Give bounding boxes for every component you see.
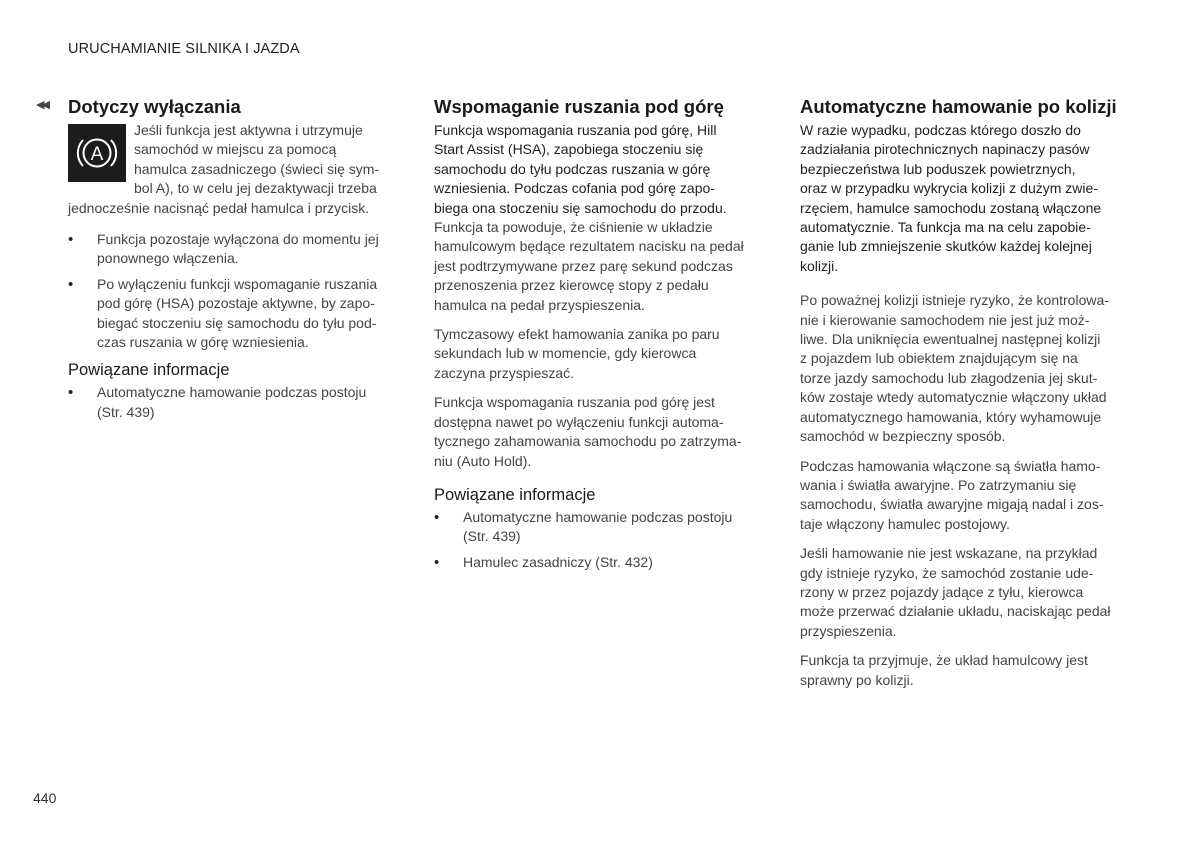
- related-link[interactable]: • Hamulec zasadniczy (Str. 432): [434, 553, 770, 572]
- body-paragraph: Funkcja ta powoduje, że ciśnienie w układzie hamulcowym będące rezultatem nacisku na pedał jest podtrzymywane przez parę sekund podczas przenoszenia przez kierowcę stopy z pedału hamulca na pedał przyspieszenia.: [434, 219, 744, 313]
- body-paragraph: Po poważnej kolizji istnieje ryzyko, że kontrolowa- nie i kierowanie samochodem nie jest już moż- liwe. Dla uniknięcia ewentualnej następnej kolizji z pojazdem lub obiektem znajdującym się na torze jazdy samochodu lub złagodzenia jej skut- ków zostaje wtedy automatycznie włączony układ automatycznego hamowania, który wyhamowuje samochód w bezpieczny sposób.: [800, 292, 1109, 445]
- body-paragraph: Podczas hamowania włączone są światła hamo- wania i światła awaryjne. Po zatrzymaniu się samochodu, światła awaryjne migają nadal i zos- taje włączony hamulec postojowy.: [800, 457, 1104, 532]
- related-info-title: Powiązane informacje: [434, 485, 596, 504]
- deactivation-text-end: jednocześnie nacisnąć pedał hamulca i przycisk.: [68, 199, 370, 216]
- related-info-title: Powiązane informacje: [68, 361, 230, 380]
- related-link[interactable]: • Automatyczne hamowanie podczas postoju (Str. 439): [434, 508, 770, 547]
- list-item: • Funkcja pozostaje wyłączona do momentu jej ponownego włączenia.: [68, 230, 400, 269]
- running-header: URUCHAMIANIE SILNIKA I JAZDA: [68, 41, 300, 57]
- bullet-list: [68, 230, 400, 352]
- deactivation-text: Jeśli funkcja jest aktywna i utrzymuje samochód w miejscu za pomocą hamulca zasadniczego (świeci się sym- bol A), to w celu jej dezaktywacji trzeba: [134, 122, 380, 197]
- lead-paragraph: W razie wypadku, podczas którego doszło do zadziałania pirotechnicznych napinaczy pasów bezpieczeństwa lub poduszek powietrznych, oraz w przypadku wykrycia kolizji z dużym zwie- rzęciem, hamulce samochodu zostaną włączone automatycznie. Ta funkcja ma na celu zapobie- ganie lub zmniejszenie skutków każdej kolejnej kolizji.: [800, 122, 1102, 274]
- body-paragraph: Tymczasowy efekt hamowania zanika po paru sekundach lub w momencie, gdy kierowca zaczyna przyspieszać.: [434, 326, 720, 381]
- section-title: Dotyczy wyłączania: [68, 96, 241, 117]
- lead-paragraph: Funkcja wspomagania ruszania pod górę, Hill Start Assist (HSA), zapobiega stoczeniu się samochodu do tyłu podczas ruszania w górę wzniesienia. Podczas cofania pod górę zapo- biega ona stoczeniu się samochodu do przodu.: [434, 122, 727, 216]
- body-paragraph: Jeśli hamowanie nie jest wskazane, na przykład gdy istnieje ryzyko, że samochód zostanie ude- rzony w przez pojazdy jadące z tyłu, kierowca może przerwać działanie układu, naciskając pedał przyspieszenia.: [800, 545, 1111, 639]
- double-left-triangle-icon[interactable]: ◀◀: [36, 99, 47, 111]
- column-post-collision-braking: [800, 96, 1134, 690]
- column-deactivation: [68, 96, 400, 428]
- related-links: [68, 383, 400, 422]
- page-number: 440: [33, 790, 57, 806]
- section-title: Wspomaganie ruszania pod górę: [434, 96, 724, 117]
- list-item: • Po wyłączeniu funkcji wspomaganie ruszania pod górę (HSA) pozostaje aktywne, by zapo- biegać stoczeniu się samochodu do tyłu pod- czas ruszania w górę wzniesienia.: [68, 275, 400, 353]
- body-paragraph: Funkcja ta przyjmuje, że układ hamulcowy jest sprawny po kolizji.: [800, 652, 1088, 688]
- symbol-letter: A: [90, 144, 104, 165]
- related-link[interactable]: • Automatyczne hamowanie podczas postoju (Str. 439): [68, 383, 400, 422]
- section-title: Automatyczne hamowanie po kolizji: [800, 96, 1117, 117]
- column-hill-start-assist: [434, 96, 770, 578]
- symbol-paragraph: [68, 121, 400, 199]
- related-links: [434, 508, 770, 572]
- body-paragraph: Funkcja wspomagania ruszania pod górę jest dostępna nawet po wyłączeniu funkcji automa- tycznego zahamowania samochodu po zatrzyma- niu (Auto Hold).: [434, 394, 742, 469]
- brake-hold-a-icon: [68, 124, 126, 182]
